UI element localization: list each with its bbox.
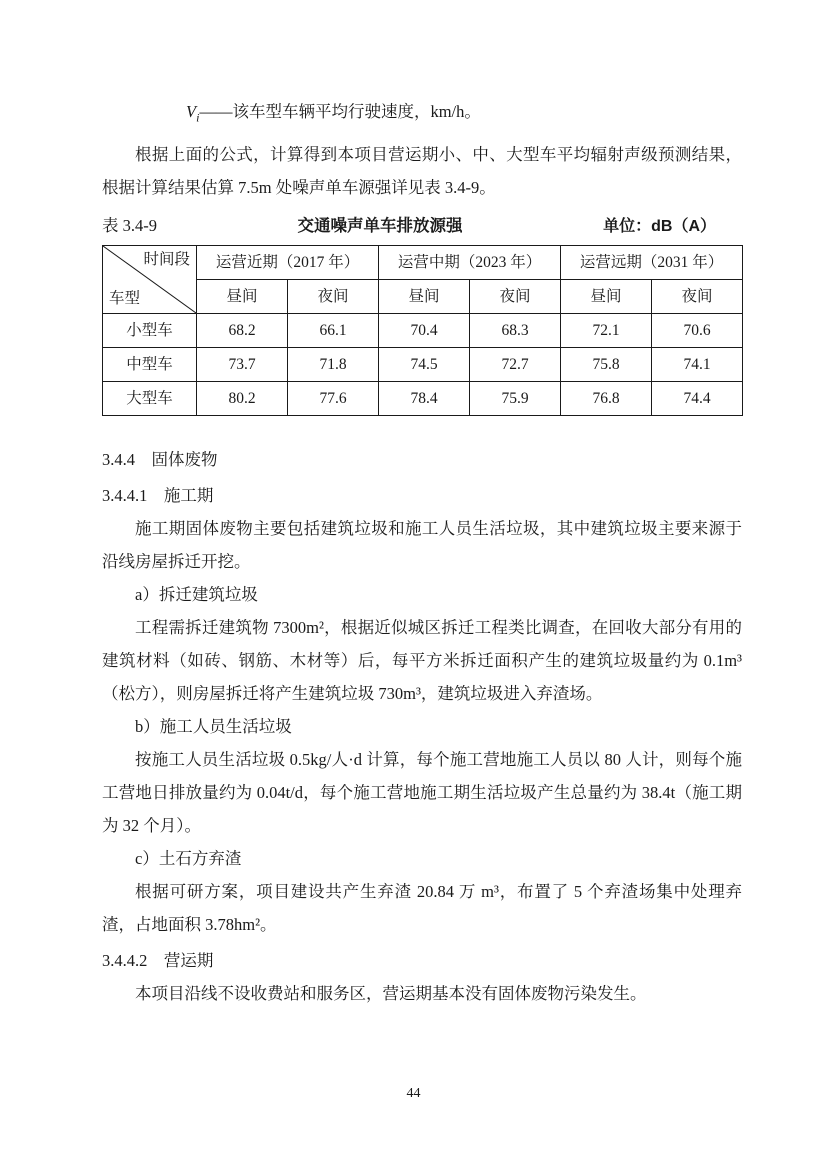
cell-value: 76.8	[561, 382, 652, 416]
section-heading-3-4-4: 3.4.4 固体废物	[102, 450, 218, 470]
row-label: 中型车	[103, 348, 197, 382]
cell-value: 77.6	[288, 382, 379, 416]
day-header: 昼间	[197, 280, 288, 314]
spoil-paragraph: 根据可研方案，项目建设共产生弃渣 20.84 万 m³，布置了 5 个弃渣场集中处理弃渣，占地面积 3.78hm²。	[102, 882, 742, 935]
list-item-c: c）土石方弃渣	[135, 849, 242, 869]
cell-value: 78.4	[379, 382, 470, 416]
operation-period-paragraph: 本项目沿线不设收费站和服务区，营运期基本没有固体废物污染发生。	[135, 984, 647, 1004]
domestic-waste-paragraph: 按施工人员生活垃圾 0.5kg/人·d 计算，每个施工营地施工人员以 80 人计，则每个施工营地日排放量约为 0.04t/d，每个施工营地施工期生活垃圾产生总量约为 38.4t（施工期为 32 个月）。	[102, 750, 742, 836]
cell-value: 75.9	[470, 382, 561, 416]
section-heading-3-4-4-1: 3.4.4.1 施工期	[102, 486, 214, 506]
formula-subscript: i	[196, 110, 200, 125]
cell-value: 72.1	[561, 314, 652, 348]
table-unit: 单位：dB（A）	[603, 218, 716, 236]
list-item-a: a）拆迁建筑垃圾	[135, 585, 258, 605]
construction-period-paragraph: 施工期固体废物主要包括建筑垃圾和施工人员生活垃圾，其中建筑垃圾主要来源于沿线房屋拆迁开挖。	[102, 519, 742, 572]
intro-paragraph: 根据上面的公式，计算得到本项目营运期小、中、大型车平均辐射声级预测结果，根据计算结果估算 7.5m 处噪声单车源强详见表 3.4-9。	[102, 145, 742, 198]
section-heading-3-4-4-2: 3.4.4.2 营运期	[102, 951, 214, 971]
col-group-mid-term: 运营中期（2023 年）	[379, 246, 561, 280]
page-number: 44	[406, 1086, 421, 1101]
night-header: 夜间	[470, 280, 561, 314]
row-label: 小型车	[103, 314, 197, 348]
cell-value: 70.6	[652, 314, 743, 348]
list-item-b: b）施工人员生活垃圾	[135, 717, 292, 737]
col-group-near-term: 运营近期（2017 年）	[197, 246, 379, 280]
night-header: 夜间	[288, 280, 379, 314]
col-group-far-term: 运营远期（2031 年）	[561, 246, 743, 280]
cell-value: 74.1	[652, 348, 743, 382]
cell-value: 75.8	[561, 348, 652, 382]
noise-source-table	[102, 245, 743, 416]
day-header: 昼间	[561, 280, 652, 314]
formula-note	[102, 95, 742, 134]
corner-header-cell	[103, 246, 197, 314]
table-row-medium-vehicle	[103, 348, 743, 382]
cell-value: 72.7	[470, 348, 561, 382]
cell-value: 68.3	[470, 314, 561, 348]
row-label: 大型车	[103, 382, 197, 416]
cell-value: 68.2	[197, 314, 288, 348]
table-label: 表 3.4-9	[102, 216, 157, 236]
cell-value: 66.1	[288, 314, 379, 348]
cell-value: 71.8	[288, 348, 379, 382]
day-header: 昼间	[379, 280, 470, 314]
formula-variable: V	[186, 102, 197, 121]
cell-value: 70.4	[379, 314, 470, 348]
corner-label-period: 时间段	[143, 251, 190, 269]
cell-value: 73.7	[197, 348, 288, 382]
table-caption	[102, 213, 742, 240]
table-title: 交通噪声单车排放源强	[297, 217, 463, 236]
corner-label-vehicle-type: 车型	[109, 290, 141, 308]
page-content	[102, 95, 742, 1010]
table-row-large-vehicle	[103, 382, 743, 416]
table-row-small-vehicle	[103, 314, 743, 348]
cell-value: 80.2	[197, 382, 288, 416]
demolition-waste-paragraph: 工程需拆迁建筑物 7300m²，根据近似城区拆迁工程类比调查，在回收大部分有用的建筑材料（如砖、钢筋、木材等）后，每平方米拆迁面积产生的建筑垃圾量约为 0.1m³（松方），则房屋拆迁将产生建筑垃圾 730m³，建筑垃圾进入弃渣场。	[102, 618, 742, 704]
night-header: 夜间	[652, 280, 743, 314]
formula-description: ——该车型车辆平均行驶速度，km/h。	[199, 102, 481, 121]
cell-value: 74.4	[652, 382, 743, 416]
cell-value: 74.5	[379, 348, 470, 382]
